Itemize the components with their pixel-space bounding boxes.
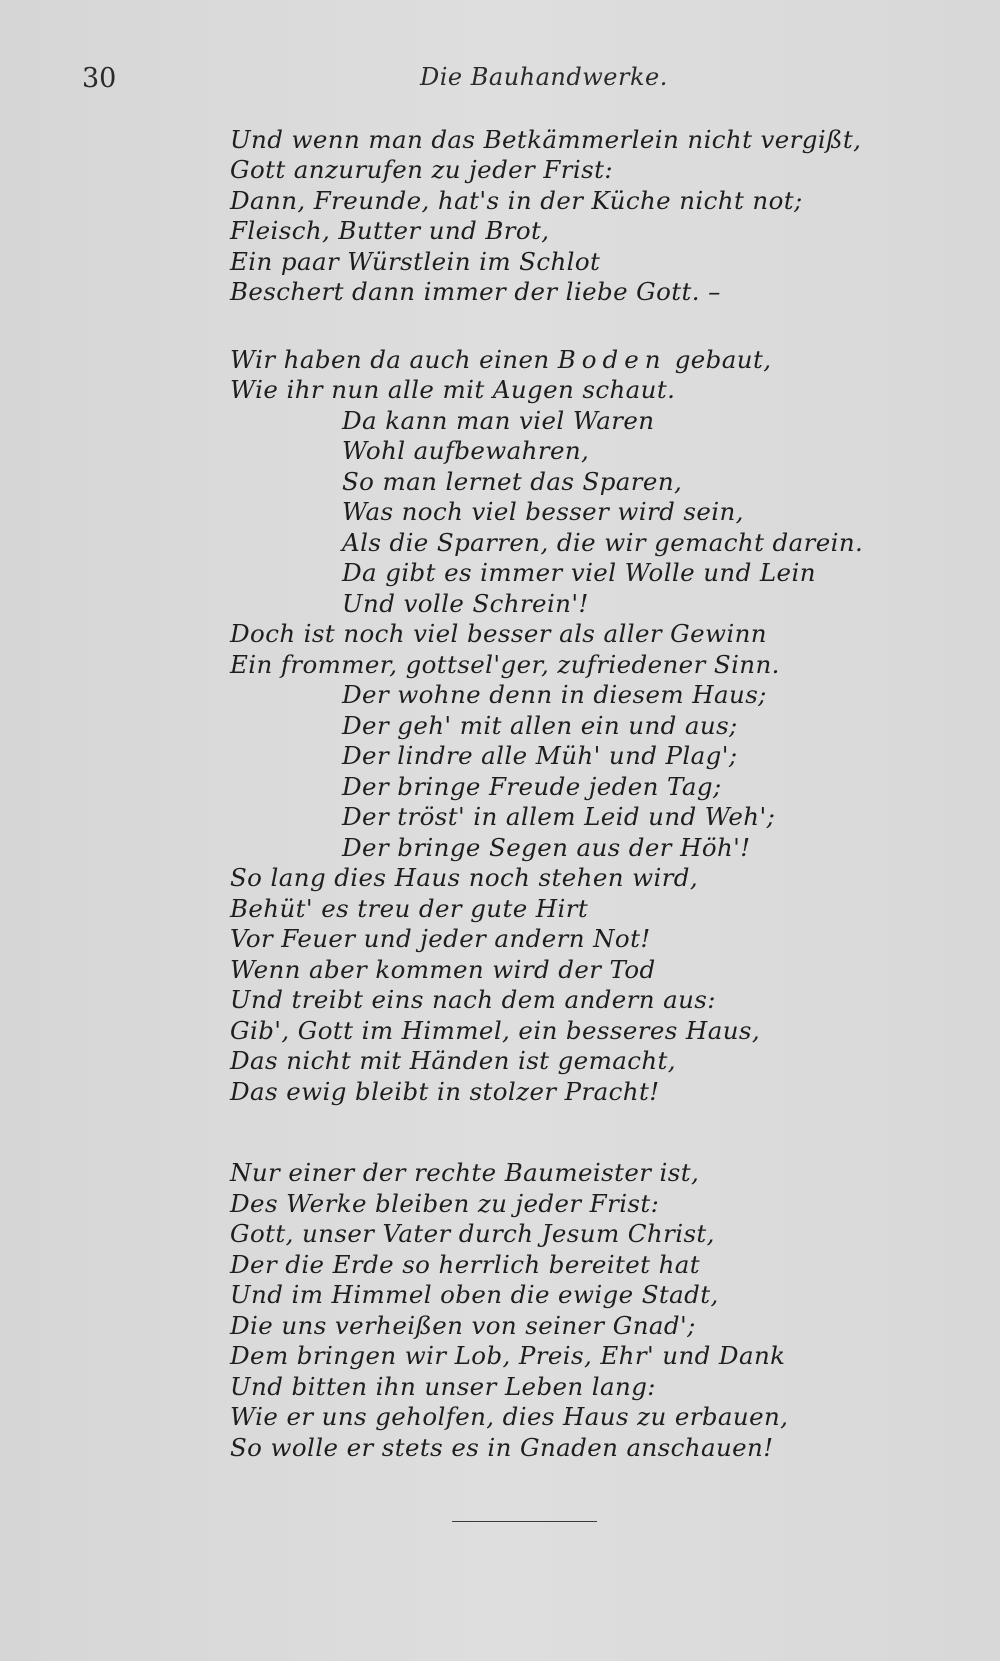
poem-line: Vor Feuer und jeder andern Not! [230,924,651,953]
poem-line: So lang dies Haus noch stehen wird, [230,863,699,892]
section-divider [452,1521,597,1522]
poem-line: Gott anzurufen zu jeder Frist: [230,155,613,184]
poem-line: Der geh' mit allen ein und aus; [342,711,738,740]
poem-line [230,345,771,375]
poem-line: Da gibt es immer viel Wolle und Lein [342,558,816,587]
poem-line: Das nicht mit Händen ist gemacht, [230,1046,676,1075]
poem-line: Der bringe Freude jeden Tag; [342,772,722,801]
poem-line: Der lindre alle Müh' und Plag'; [342,741,738,770]
poem-line: Gib', Gott im Himmel, ein besseres Haus, [230,1016,761,1045]
poem-line: Gott, unser Vater durch Jesum Christ, [230,1219,715,1248]
poem-line: Ein frommer, gottsel'ger, zufriedener Sinn. [230,650,780,679]
poem-line: Nur einer der rechte Baumeister ist, [230,1158,700,1187]
emphasized-word: Boden [557,345,667,374]
poem-line: So man lernet das Sparen, [342,467,683,496]
page-number: 30 [82,63,117,94]
poem-line: Der die Erde so herrlich bereitet hat [230,1250,701,1279]
poem-line: Wie ihr nun alle mit Augen schaut. [230,375,676,404]
poem-line: Die uns verheißen von seiner Gnad'; [230,1311,696,1340]
poem-line: Als die Sparren, die wir gemacht darein. [342,528,864,557]
poem-line: Da kann man viel Waren [342,406,655,435]
poem-line: Und volle Schrein'! [342,589,589,618]
poem-line: Fleisch, Butter und Brot, [230,216,550,245]
poem-line: Und wenn man das Betkämmerlein nicht vergißt, [230,125,862,154]
running-head: Die Bauhandwerke. [420,63,668,91]
poem-line: Wie er uns geholfen, dies Haus zu erbauen, [230,1402,789,1431]
poem-line: Ein paar Würstlein im Schlot [230,247,601,276]
poem-line: Der bringe Segen aus der Höh'! [342,833,751,862]
poem-line: Doch ist noch viel besser als aller Gewinn [230,619,767,648]
poem-line: Behüt' es treu der gute Hirt [230,894,589,923]
poem-line: Und treibt eins nach dem andern aus: [230,985,716,1014]
poem-line-part: Wir haben da auch einen [230,345,550,374]
poem-line: Des Werke bleiben zu jeder Frist: [230,1189,660,1218]
poem-line: Dann, Freunde, hat's in der Küche nicht not; [230,186,803,215]
poem-line: Der wohne denn in diesem Haus; [342,680,767,709]
poem-line: Was noch viel besser wird sein, [342,497,744,526]
poem-line: Dem bringen wir Lob, Preis, Ehr' und Dank [230,1341,786,1370]
poem-line: Das ewig bleibt in stolzer Pracht! [230,1077,660,1106]
poem-line: Der tröst' in allem Leid und Weh'; [342,802,776,831]
poem-line: So wolle er stets es in Gnaden anschauen! [230,1433,774,1462]
poem-line-part: gebaut, [674,345,772,374]
poem-line: Und im Himmel oben die ewige Stadt, [230,1280,719,1309]
poem-line: Beschert dann immer der liebe Gott. – [230,277,721,306]
poem-line: Wenn aber kommen wird der Tod [230,955,656,984]
poem-line: Und bitten ihn unser Leben lang: [230,1372,656,1401]
poem-line: Wohl aufbewahren, [342,436,590,465]
